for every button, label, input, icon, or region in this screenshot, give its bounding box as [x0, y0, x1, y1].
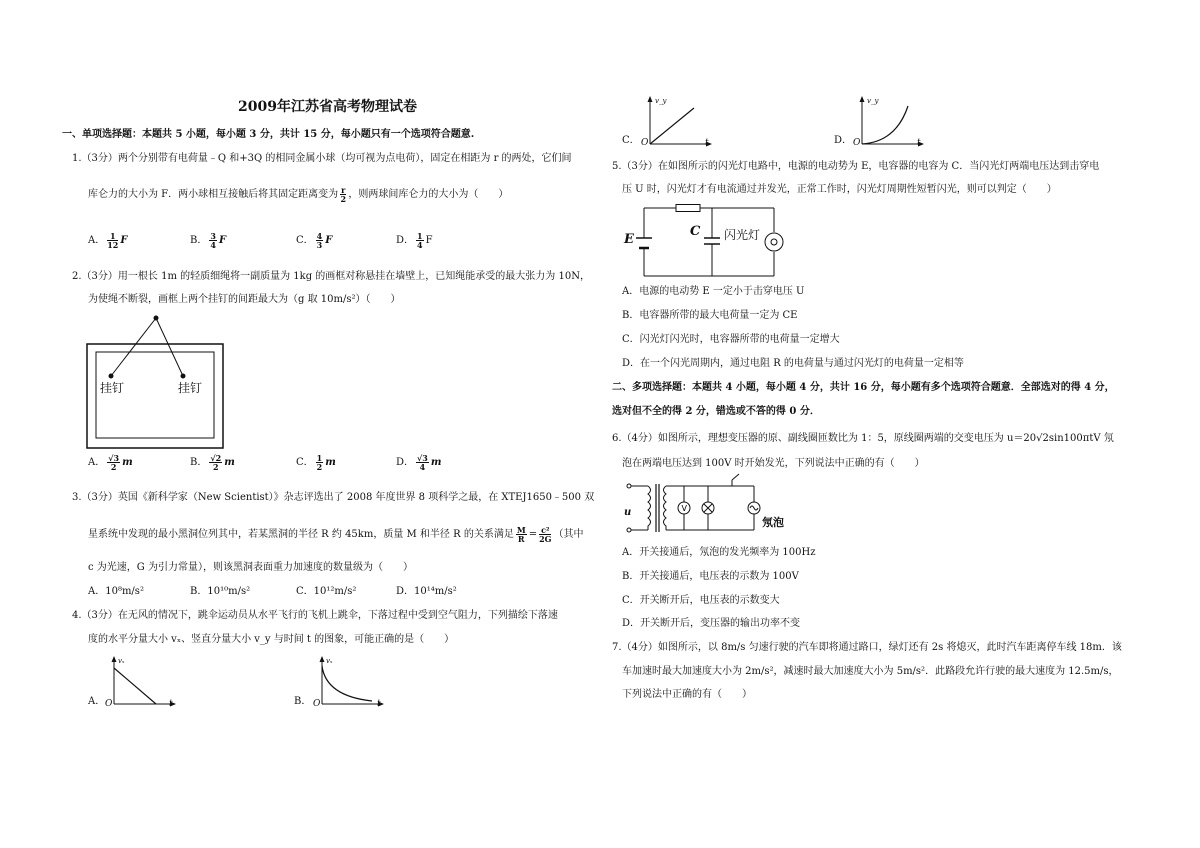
- q4d-vy-label: v_y: [867, 97, 879, 105]
- nail-left-label: 挂钉: [100, 381, 125, 395]
- page-title: 2009年江苏省高考物理试卷: [238, 99, 417, 115]
- q7-line2: 车加速时最大加速度大小为 2m/s²，减速时最大加速度大小为 5m/s²．此路段允许行驶的最大速度为 12.5m/s，: [622, 666, 1119, 677]
- q4a-vx-label: vₓ: [118, 657, 125, 665]
- q3-line2: 星系统中发现的最小黑洞位列其中，若某黑洞的半径 R 约 45km，质量 M 和半径 R 的关系满足 $\frac{M}{R}$ = $\frac{\text{c²}}{2G}$ （其中: [88, 525, 584, 544]
- q4a-t-label: t: [169, 699, 173, 709]
- q1-option-d[interactable]: D． $\frac{1}{4}$ F: [396, 231, 433, 250]
- q1-option-b[interactable]: B． $\frac{3}{4}$ F: [190, 231, 227, 250]
- q6-line1: 6.（4分）如图所示，理想变压器的原、副线圈匝数比为 1：5，原线圈两端的交变电压为 u＝20√2sin100πtV 氖: [612, 433, 1114, 444]
- q3-line3: c 为光速，G 为引力常量），则该黑洞表面重力加速度的数量级为（ ）: [88, 562, 413, 573]
- q3-option-d[interactable]: D．10¹⁴m/s²: [396, 586, 457, 597]
- transformer-circuit-diagram: [624, 480, 774, 540]
- circuit-label-c: C: [690, 224, 701, 239]
- q4b-origin-label: O: [313, 699, 321, 709]
- svg-text:V: V: [681, 504, 687, 513]
- nail-right-label: 挂钉: [178, 381, 203, 395]
- q3-fraction-c2g: $\frac{\text{c²}}{2G}$: [539, 525, 552, 544]
- q4c-origin-label: O: [641, 138, 649, 148]
- q3-option-b[interactable]: B．10¹⁰m/s²: [190, 586, 251, 597]
- q4-option-b[interactable]: B．: [294, 696, 312, 707]
- q4b-vx-label: vₓ: [326, 657, 333, 665]
- neon-lamp-label: 氖泡: [762, 516, 784, 529]
- q1-fraction: $\frac{r}{2}$: [340, 185, 347, 204]
- q3-line1: 3.（3分）英国《新科学家（New Scientist）》杂志评选出了 2008 年度世界 8 项科学之最，在 XTEJ1650﹣500 双: [72, 492, 595, 503]
- q2-option-b[interactable]: B． $\frac{√2}{2}$ m: [190, 453, 235, 472]
- transformer-label-u: u: [624, 507, 632, 518]
- section2-heading-line2: 选对但不全的得 2 分，错选或不答的得 0 分．: [612, 406, 820, 417]
- q5-option-d[interactable]: D．在一个闪光周期内，通过电阻 R 的电荷量与通过闪光灯的电荷量一定相等: [622, 358, 964, 369]
- q4b-t-label: t: [377, 699, 381, 709]
- q5-option-c[interactable]: C．闪光灯闪光时，电容器所带的电荷量一定增大: [622, 334, 840, 345]
- q2-option-d[interactable]: D． $\frac{√3}{4}$ m: [396, 453, 442, 472]
- q7-line1: 7.（4分）如图所示，以 8m/s 匀速行驶的汽车即将通过路口，绿灯还有 2s 将熄灭，此时汽车距离停车线 18m．该: [612, 642, 1122, 653]
- q1-option-c[interactable]: C． $\frac{4}{3}$ F: [296, 231, 333, 250]
- q6-line2: 泡在两端电压达到 100V 时开始发光，下列说法中正确的有（ ）: [622, 458, 925, 469]
- q4c-t-label: t: [705, 138, 709, 148]
- q4c-vy-label: v_y: [655, 97, 667, 105]
- q4d-origin-label: O: [853, 138, 861, 148]
- q1-line1: 1.（3分）两个分别带有电荷量﹣Q 和+3Q 的相同金属小球（均可视为点电荷），固定在相距为 r 的两处，它们间: [72, 153, 572, 164]
- flash-lamp-circuit-diagram: [624, 204, 794, 280]
- q2-line2: 为使绳不断裂，画框上两个挂钉的间距最大为（g 取 10m/s²）（ ）: [88, 294, 401, 305]
- q4-line2: 度的水平分量大小 vₓ、竖直分量大小 v_y 与时间 t 的图象，可能正确的是（ ）: [88, 634, 455, 645]
- q3-option-c[interactable]: C．10¹²m/s²: [296, 586, 357, 597]
- q3-option-a[interactable]: A．10⁸m/s²: [88, 586, 144, 597]
- q5-option-b[interactable]: B．电容器所带的最大电荷量一定为 CE: [622, 310, 798, 321]
- q4-option-d[interactable]: D．: [834, 135, 853, 146]
- q4-option-c[interactable]: C．: [622, 135, 640, 146]
- q3-fraction-mr: $\frac{M}{R}$: [516, 525, 526, 544]
- q6-option-a[interactable]: A．开关接通后，氖泡的发光频率为 100Hz: [622, 547, 816, 558]
- q2-line1: 2.（3分）用一根长 1m 的轻质细绳将一副质量为 1kg 的画框对称悬挂在墙壁上，已知绳能承受的最大张力为 10N，: [72, 271, 590, 282]
- q4d-t-label: t: [917, 138, 921, 148]
- q1-line2: 库仑力的大小为 F．两小球相互接触后将其固定距离变为 $\frac{r}{2}$ ，则两球间库仑力的大小为（ ）: [88, 185, 509, 204]
- q5-line1: 5.（3分）在如图所示的闪光灯电路中，电源的电动势为 E，电容器的电容为 C．当闪光灯两端电压达到击穿电: [612, 161, 1100, 172]
- circuit-label-lamp: 闪光灯: [724, 228, 761, 242]
- q1-option-a[interactable]: A． $\frac{1}{12}$ F: [88, 231, 128, 250]
- q6-option-d[interactable]: D．开关断开后，变压器的输出功率不变: [622, 618, 801, 629]
- q4a-origin-label: O: [105, 699, 113, 709]
- q5-option-a[interactable]: A．电源的电动势 E 一定小于击穿电压 U: [622, 286, 805, 297]
- section2-heading-line1: 二、多项选择题：本题共 4 小题，每小题 4 分，共计 16 分，每小题有多个选项符合题意．全部选对的得 4 分，: [612, 382, 1115, 393]
- q5-line2: 压 U 时，闪光灯才有电流通过并发光，正常工作时，闪光灯周期性短暂闪光，则可以判定（ ）: [622, 184, 1057, 195]
- q6-option-c[interactable]: C．开关断开后，电压表的示数变大: [622, 595, 780, 606]
- q2-option-c[interactable]: C． $\frac{1}{2}$ m: [296, 453, 336, 472]
- q4-option-a[interactable]: A．: [88, 696, 106, 707]
- q6-option-b[interactable]: B．开关接通后，电压表的示数为 100V: [622, 571, 799, 582]
- section1-heading: 一、单项选择题：本题共 5 小题，每小题 3 分，共计 15 分，每小题只有一个选项符合题意.: [62, 129, 475, 140]
- circuit-label-e: E: [624, 232, 634, 247]
- q2-option-a[interactable]: A． $\frac{√3}{2}$ m: [88, 453, 133, 472]
- q4-line1: 4.（3分）在无风的情况下，跳伞运动员从水平飞行的飞机上跳伞，下落过程中受到空气阻力，下列描绘下落速: [72, 610, 558, 621]
- q7-line3: 下列说法中正确的有（ ）: [622, 689, 752, 700]
